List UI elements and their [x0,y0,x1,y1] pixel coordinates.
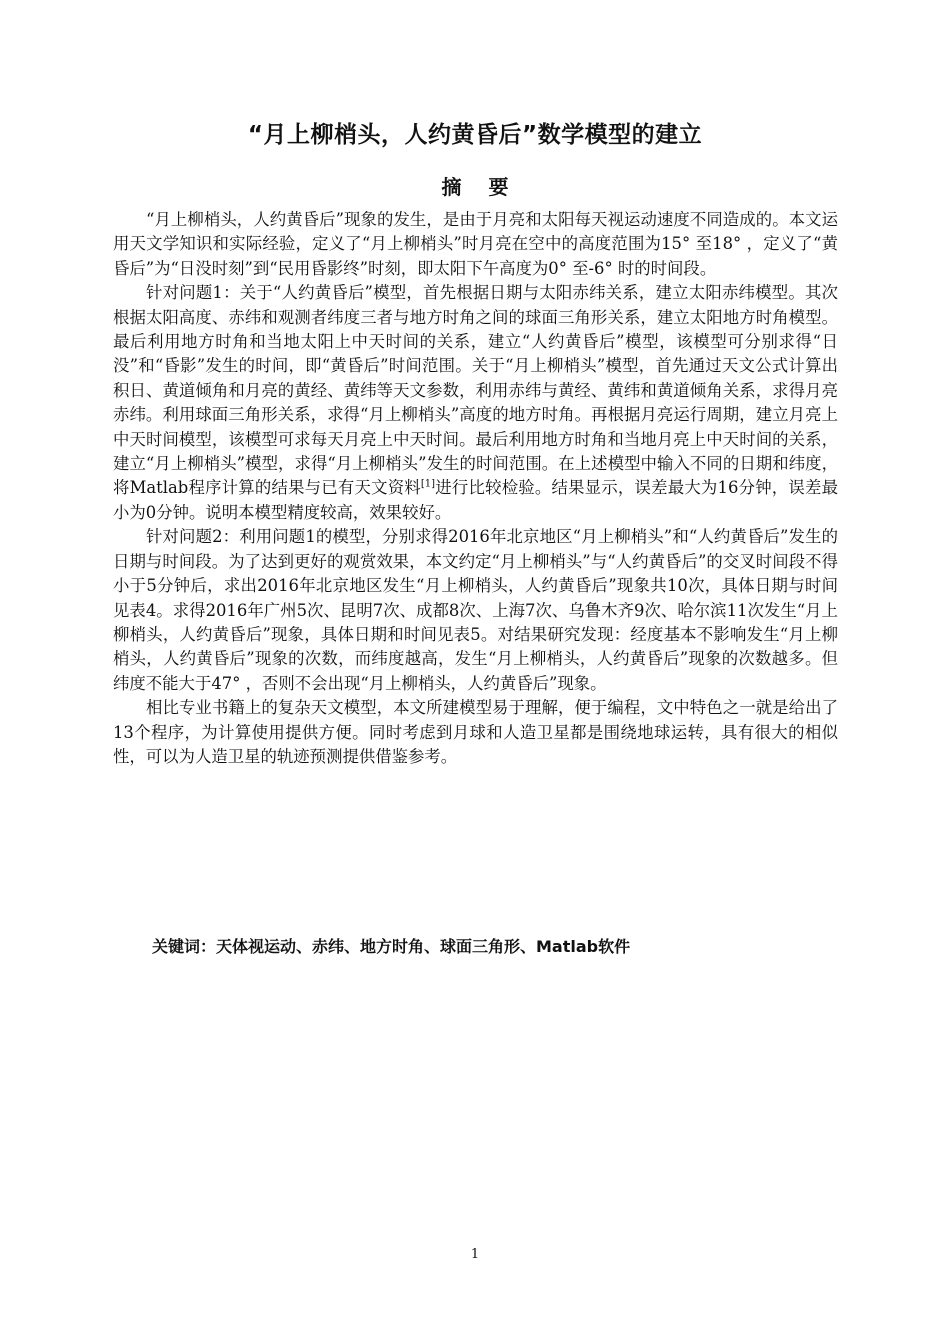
abstract-paragraph-4: 相比专业书籍上的复杂天文模型，本文所建模型易于理解，便于编程，文中特色之一就是给出了13个程序，为计算使用提供方便。同时考虑到月球和人造卫星都是围绕地球运转，具有很大的相似性，可以为人造卫星的轨迹预测提供借鉴参考。 [113,698,838,766]
abstract-heading: 摘 要 [441,175,519,199]
paper-title: “月上柳梢头，人约黄昏后”数学模型的建立 [247,122,703,148]
abstract-body [113,208,838,769]
keywords-line: 关键词：天体视运动、赤纬、地方时角、球面三角形、Matlab软件 [152,937,631,956]
abstract-paragraph-2 [113,281,838,525]
abstract-paragraph-3: 针对问题2：利用问题1的模型，分别求得2016年北京地区“月上柳梢头”和“人约黄昏后”发生的日期与时间段。为了达到更好的观赏效果，本文约定“月上柳梢头”与“人约黄昏后”的交叉时间段不得小于5分钟后，求出2016年北京地区发生“月上柳梢头，人约黄昏后”现象共10次，具体日期与时间见表4。求得2016年广州5次、昆明7次、成都8次、上海7次、乌鲁木齐9次、哈尔滨11次发生“月上柳梢头，人约黄昏后”现象，具体日期和时间见表5。对结果研究发现：经度基本不影响发生“月上柳梢头，人约黄昏后”现象的次数，而纬度越高，发生“月上柳梢头，人约黄昏后”现象的次数越多。但纬度不能大于47° ，否则不会出现“月上柳梢头，人约黄昏后”现象。 [113,527,838,693]
page-number: 1 [470,1247,480,1262]
abstract-paragraph-1: “月上柳梢头，人约黄昏后”现象的发生，是由于月亮和太阳每天视运动速度不同造成的。本文运用天文学知识和实际经验，定义了“月上柳梢头”时月亮在空中的高度范围为15° 至18° ，定义了“黄昏后”为“日没时刻”到“民用昏影终”时刻，即太阳下午高度为0° 至-6° 时的时间段。 [113,210,838,278]
citation-reference: [1] [420,479,436,490]
abstract-paragraph-2-text: 针对问题1：关于“人约黄昏后”模型，首先根据日期与太阳赤纬关系，建立太阳赤纬模型。其次根据太阳高度、赤纬和观测者纬度三者与地方时角之间的球面三角形关系，建立太阳地方时角模型。最后利用地方时角和当地太阳上中天时间的关系，建立“人约黄昏后”模型，该模型可分别求得“日没”和“昏影”发生的时间，即“黄昏后”时间范围。关于“月上柳梢头”模型，首先通过天文公式计算出积日、黄道倾角和月亮的黄经、黄纬等天文参数，利用赤纬与黄经、黄纬和黄道倾角关系，求得月亮赤纬。利用球面三角形关系，求得“月上柳梢头”高度的地方时角。再根据月亮运行周期，建立月亮上中天时间模型，该模型可求每天月亮上中天时间。最后利用地方时角和当地月亮上中天时间的关系，建立“月上柳梢头”模型，求得“月上柳梢头”发生的时间范围。在上述模型中输入不同的日期和纬度，将Matlab程序计算的结果与已有天文资料 [113,283,838,498]
abstract-paragraph-2-tail: 进行比较检验。结果显示，误差最大为16分钟，误差最小为0分钟。说明本模型精度较高，效果较好。 [113,478,838,522]
